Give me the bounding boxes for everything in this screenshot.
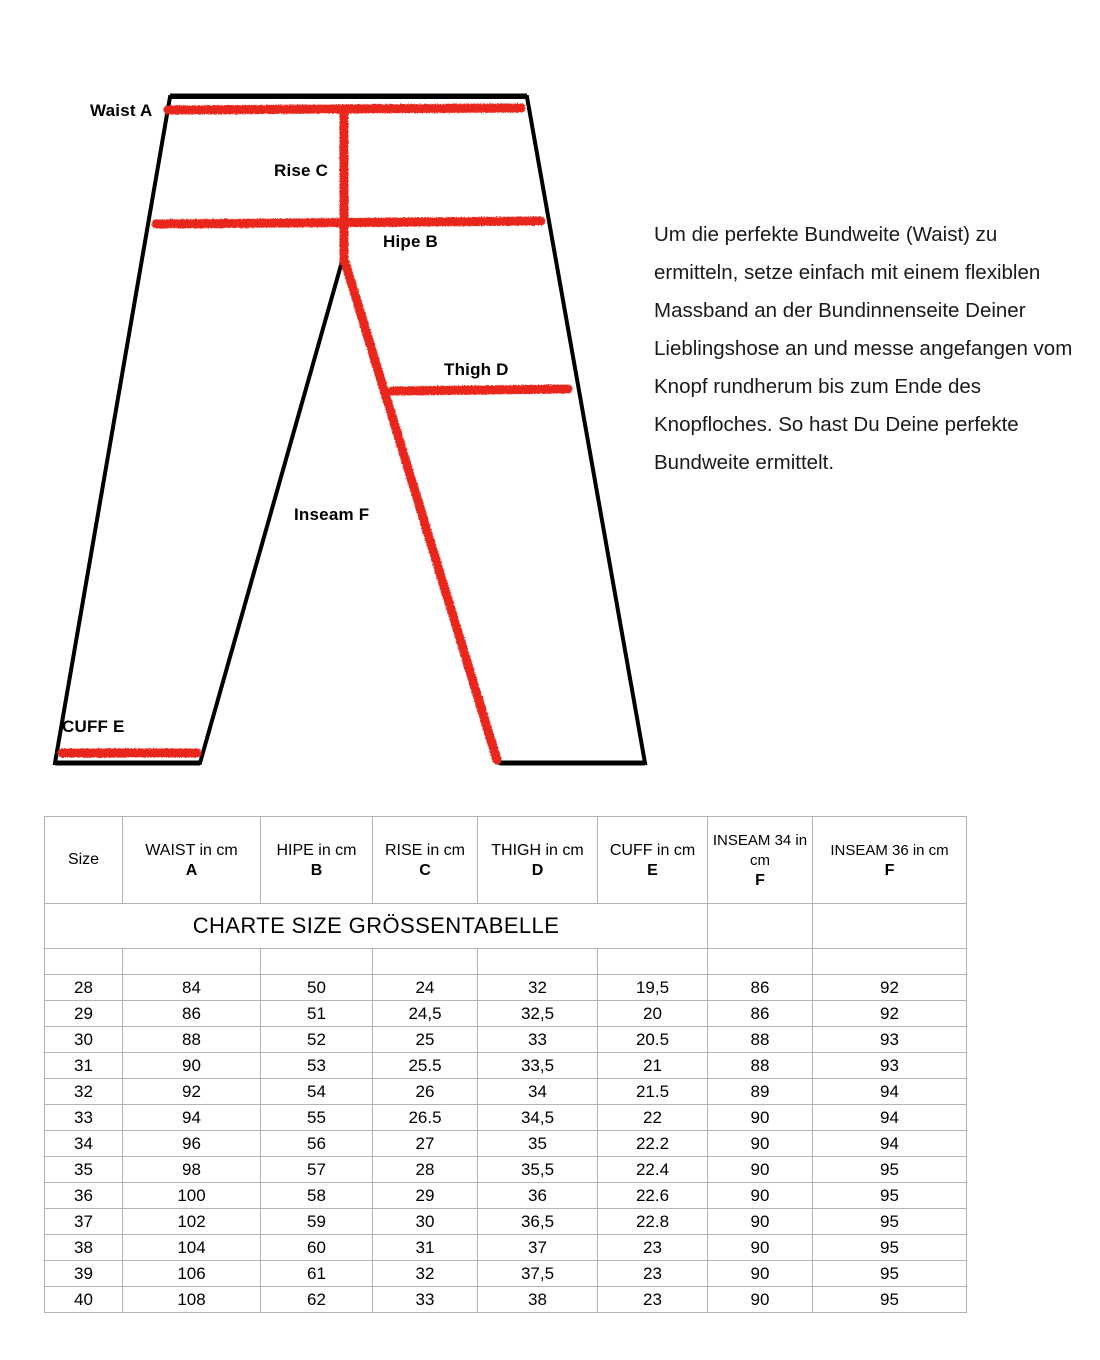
- column-header-thigh-letter: D: [531, 861, 544, 879]
- cell-measurement: 21.5: [598, 1079, 708, 1105]
- table-row: [45, 1261, 967, 1287]
- cell-measurement: 59: [261, 1209, 373, 1235]
- label-rise-c: Rise C: [274, 161, 329, 180]
- table-row: [45, 1183, 967, 1209]
- cell-measurement: 88: [708, 1027, 813, 1053]
- label-waist-a: Waist A: [90, 101, 153, 120]
- cell-measurement: 89: [708, 1079, 813, 1105]
- cell-measurement: 34,5: [478, 1105, 598, 1131]
- cell-measurement: 35,5: [478, 1157, 598, 1183]
- cell-measurement: 55: [261, 1105, 373, 1131]
- table-row: [45, 1053, 967, 1079]
- cell-measurement: 84: [123, 975, 261, 1001]
- cell-measurement: 52: [261, 1027, 373, 1053]
- size-chart-table: [44, 816, 967, 1313]
- cell-measurement: 36,5: [478, 1209, 598, 1235]
- cell-measurement: 22: [598, 1105, 708, 1131]
- measuring-instructions: [654, 216, 1074, 482]
- cell-measurement: 33,5: [478, 1053, 598, 1079]
- cell-measurement: 24,5: [373, 1001, 478, 1027]
- cell-size: 38: [45, 1235, 123, 1261]
- table-row: [45, 1131, 967, 1157]
- cell-size: 40: [45, 1287, 123, 1313]
- table-body: [45, 975, 967, 1313]
- title-row-blank-cell-2: [813, 904, 967, 949]
- spacer-cell: [261, 949, 373, 975]
- cell-measurement: 26.5: [373, 1105, 478, 1131]
- cell-measurement: 33: [478, 1027, 598, 1053]
- cell-measurement: 98: [123, 1157, 261, 1183]
- cell-measurement: 23: [598, 1235, 708, 1261]
- thigh-measure-line: [392, 389, 568, 391]
- column-header-rise-name: RISE in cm: [384, 841, 465, 859]
- column-header-inseam34-letter: F: [755, 871, 765, 889]
- cell-measurement: 95: [813, 1157, 967, 1183]
- cell-size: 35: [45, 1157, 123, 1183]
- spacer-cell: [45, 949, 123, 975]
- cell-measurement: 86: [708, 975, 813, 1001]
- cell-measurement: 22.4: [598, 1157, 708, 1183]
- cell-measurement: 62: [261, 1287, 373, 1313]
- cell-measurement: 108: [123, 1287, 261, 1313]
- spacer-cell: [373, 949, 478, 975]
- cell-measurement: 106: [123, 1261, 261, 1287]
- cell-measurement: 90: [708, 1209, 813, 1235]
- cell-measurement: 50: [261, 975, 373, 1001]
- cell-measurement: 100: [123, 1183, 261, 1209]
- pants-measurement-diagram: [0, 0, 660, 800]
- cell-size: 34: [45, 1131, 123, 1157]
- cell-measurement: 90: [708, 1235, 813, 1261]
- table-title-row: [45, 904, 967, 949]
- cell-measurement: 23: [598, 1261, 708, 1287]
- cell-measurement: 102: [123, 1209, 261, 1235]
- column-header-cuff: [598, 817, 708, 904]
- cell-measurement: 33: [373, 1287, 478, 1313]
- cell-measurement: 32: [373, 1261, 478, 1287]
- table-row: [45, 1287, 967, 1313]
- cell-measurement: 19,5: [598, 975, 708, 1001]
- column-header-waist-name: WAIST in cm: [145, 841, 238, 859]
- table-row: [45, 1209, 967, 1235]
- column-header-waist-letter: A: [185, 861, 198, 879]
- cell-measurement: 34: [478, 1079, 598, 1105]
- cell-measurement: 93: [813, 1027, 967, 1053]
- column-header-size-name: Size: [67, 851, 100, 868]
- table-header-row: [45, 817, 967, 904]
- cell-measurement: 22.2: [598, 1131, 708, 1157]
- cell-measurement: 30: [373, 1209, 478, 1235]
- column-header-inseam36-name: INSEAM 36 in cm: [830, 841, 949, 859]
- cell-measurement: 24: [373, 975, 478, 1001]
- pants-outline-path: [55, 97, 645, 763]
- instructions-paragraph: Um die perfekte Bundweite (Waist) zu ermitteln, setze einfach mit einem flexiblen Massband an der Bundinnenseite Deiner Lieblingshose an und messe angefangen vom Knopf rundherum bis zum Ende des Knopfloches. So hast Du Deine perfekte Bundweite ermittelt.: [654, 223, 1073, 474]
- table-row: [45, 1105, 967, 1131]
- table-row: [45, 975, 967, 1001]
- column-header-inseam36-letter: F: [884, 861, 895, 879]
- cell-measurement: 36: [478, 1183, 598, 1209]
- label-hipe-b: Hipe B: [383, 232, 439, 251]
- cell-measurement: 86: [708, 1001, 813, 1027]
- cell-measurement: 54: [261, 1079, 373, 1105]
- cell-measurement: 23: [598, 1287, 708, 1313]
- cell-measurement: 22.6: [598, 1183, 708, 1209]
- cell-measurement: 27: [373, 1131, 478, 1157]
- column-header-rise: [373, 817, 478, 904]
- cell-measurement: 90: [123, 1053, 261, 1079]
- label-thigh-d: Thigh D: [444, 360, 509, 379]
- cell-measurement: 92: [123, 1079, 261, 1105]
- cell-measurement: 20.5: [598, 1027, 708, 1053]
- table-spacer-row: [45, 949, 967, 975]
- cell-measurement: 104: [123, 1235, 261, 1261]
- cell-measurement: 90: [708, 1261, 813, 1287]
- cell-measurement: 95: [813, 1209, 967, 1235]
- cell-measurement: 95: [813, 1261, 967, 1287]
- column-header-thigh-name: THIGH in cm: [491, 841, 584, 859]
- table-row: [45, 1027, 967, 1053]
- cell-measurement: 90: [708, 1105, 813, 1131]
- cell-measurement: 57: [261, 1157, 373, 1183]
- cell-measurement: 92: [813, 975, 967, 1001]
- cell-measurement: 90: [708, 1157, 813, 1183]
- table-row: [45, 1001, 967, 1027]
- cell-size: 32: [45, 1079, 123, 1105]
- cell-size: 36: [45, 1183, 123, 1209]
- column-header-inseam36: [813, 817, 967, 904]
- cell-measurement: 88: [123, 1027, 261, 1053]
- cell-measurement: 86: [123, 1001, 261, 1027]
- column-header-hipe: [261, 817, 373, 904]
- cell-measurement: 94: [123, 1105, 261, 1131]
- column-header-cuff-name: CUFF in cm: [609, 841, 696, 859]
- spacer-cell: [478, 949, 598, 975]
- cell-measurement: 51: [261, 1001, 373, 1027]
- cell-measurement: 25: [373, 1027, 478, 1053]
- cell-measurement: 94: [813, 1131, 967, 1157]
- cell-size: 31: [45, 1053, 123, 1079]
- cell-measurement: 37: [478, 1235, 598, 1261]
- table-title: CHARTE SIZE GRÖSSENTABELLE: [45, 904, 708, 949]
- label-cuff-e: CUFF E: [62, 717, 125, 736]
- cell-measurement: 95: [813, 1235, 967, 1261]
- cell-measurement: 28: [373, 1157, 478, 1183]
- cell-size: 33: [45, 1105, 123, 1131]
- cell-measurement: 29: [373, 1183, 478, 1209]
- hipe-measure-line: [156, 221, 541, 224]
- cell-size: 29: [45, 1001, 123, 1027]
- cell-measurement: 96: [123, 1131, 261, 1157]
- cell-measurement: 20: [598, 1001, 708, 1027]
- cell-measurement: 95: [813, 1287, 967, 1313]
- column-header-rise-letter: C: [419, 861, 431, 879]
- column-header-thigh: [478, 817, 598, 904]
- spacer-cell: [813, 949, 967, 975]
- label-inseam-f: Inseam F: [294, 505, 370, 524]
- cell-measurement: 37,5: [478, 1261, 598, 1287]
- cell-measurement: 94: [813, 1079, 967, 1105]
- cell-measurement: 35: [478, 1131, 598, 1157]
- table-row: [45, 1079, 967, 1105]
- cell-measurement: 38: [478, 1287, 598, 1313]
- cell-measurement: 25.5: [373, 1053, 478, 1079]
- cell-measurement: 90: [708, 1183, 813, 1209]
- cell-measurement: 61: [261, 1261, 373, 1287]
- cell-measurement: 32: [478, 975, 598, 1001]
- column-header-hipe-name: HIPE in cm: [276, 841, 357, 859]
- spacer-cell: [123, 949, 261, 975]
- cell-measurement: 32,5: [478, 1001, 598, 1027]
- cell-measurement: 22.8: [598, 1209, 708, 1235]
- table-row: [45, 1235, 967, 1261]
- cell-measurement: 56: [261, 1131, 373, 1157]
- cell-measurement: 93: [813, 1053, 967, 1079]
- title-row-blank-cell-1: [708, 904, 813, 949]
- column-header-size: [45, 817, 123, 904]
- column-header-cuff-letter: E: [647, 861, 658, 879]
- size-chart-container: [44, 816, 966, 1313]
- cell-size: 39: [45, 1261, 123, 1287]
- cell-measurement: 88: [708, 1053, 813, 1079]
- column-header-waist: [123, 817, 261, 904]
- table-row: [45, 1157, 967, 1183]
- cell-measurement: 60: [261, 1235, 373, 1261]
- column-header-inseam34: [708, 817, 813, 904]
- cell-size: 30: [45, 1027, 123, 1053]
- cell-size: 28: [45, 975, 123, 1001]
- cell-measurement: 90: [708, 1287, 813, 1313]
- cell-measurement: 58: [261, 1183, 373, 1209]
- spacer-cell: [708, 949, 813, 975]
- cell-measurement: 94: [813, 1105, 967, 1131]
- cell-measurement: 26: [373, 1079, 478, 1105]
- spacer-cell: [598, 949, 708, 975]
- cell-measurement: 21: [598, 1053, 708, 1079]
- cell-measurement: 31: [373, 1235, 478, 1261]
- cell-measurement: 95: [813, 1183, 967, 1209]
- cell-measurement: 90: [708, 1131, 813, 1157]
- column-header-inseam34-name: INSEAM 34 in cm: [712, 831, 808, 869]
- column-header-hipe-letter: B: [310, 861, 323, 879]
- cell-size: 37: [45, 1209, 123, 1235]
- cell-measurement: 92: [813, 1001, 967, 1027]
- cell-measurement: 53: [261, 1053, 373, 1079]
